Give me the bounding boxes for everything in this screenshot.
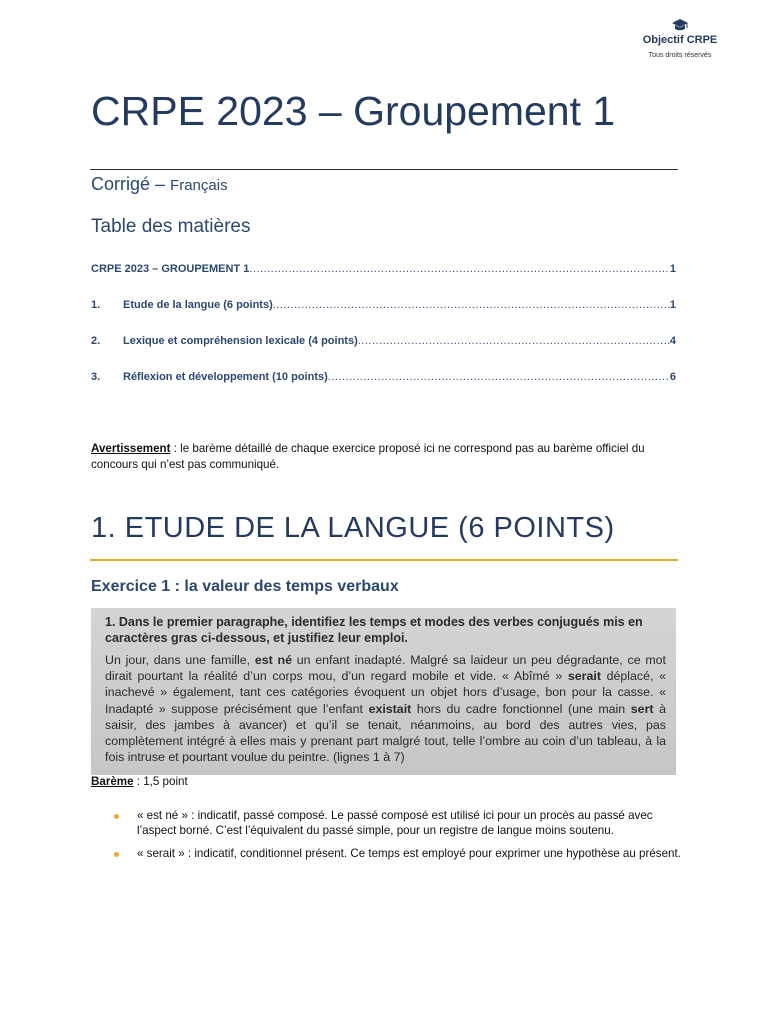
- answer-text: « est né » : indicatif, passé composé. Le passé composé est utilisé ici pour un procès au passé avec l’aspect borné. C’est l’équivalent du passé simple, pour un registre de langue moins soutenu.: [137, 809, 653, 837]
- toc-entry-page: 6: [669, 371, 676, 383]
- list-item: [114, 809, 684, 838]
- scan-question: 1. Dans le premier paragraphe, identifiez les temps et modes des verbes conjugués mis en caractères gras ci-dessous, et justifiez leur emploi.: [105, 615, 643, 645]
- bold-verb: sert: [630, 701, 654, 716]
- scanned-excerpt-image: [91, 608, 676, 775]
- toc-entry-number: 3.: [91, 371, 101, 383]
- passage-text: un enfant inadapté. Malgré sa laideur un peu dégradante, ce mot dirait pourtant la réalité d’un corps mou, d’un regard mobile et vide. « Abîmé »: [105, 653, 667, 684]
- toc-leader: [358, 335, 670, 347]
- toc-entry-number: 2.: [91, 335, 101, 347]
- toc-entry-label: CRPE 2023 – GROUPEMENT 1: [91, 263, 250, 275]
- warning-text: : le barème détaillé de chaque exercice proposé ici ne correspond pas au barème officiel du concours qui n’est pas communiqué.: [91, 442, 645, 471]
- passage-text: Un jour, dans une famille,: [105, 653, 255, 667]
- subtitle-separator: –: [150, 174, 171, 194]
- list-item: [114, 847, 684, 862]
- subtitle-sub: Français: [170, 177, 228, 194]
- bold-verb: serait: [567, 669, 601, 684]
- document-subtitle: [91, 174, 228, 195]
- toc-leader: [249, 263, 670, 275]
- toc-entry-page: 4: [669, 335, 676, 347]
- passage-text: hors du cadre fonctionnel (une main: [411, 701, 631, 716]
- bullet-icon: [114, 852, 119, 857]
- scan-passage: [105, 652, 666, 765]
- bold-verb: est né: [254, 653, 292, 667]
- bold-verb: existait: [368, 701, 412, 716]
- toc-entry[interactable]: [91, 335, 676, 347]
- toc-entry-page: 1: [669, 263, 676, 275]
- brand-block: [632, 18, 728, 59]
- toc-entry[interactable]: [91, 263, 676, 275]
- exercise-heading: Exercice 1 : la valeur des temps verbaux: [91, 578, 399, 595]
- graduation-cap-icon: [671, 18, 689, 32]
- toc-leader: [328, 371, 670, 383]
- brand-subtitle: Tous droits réservés: [648, 52, 712, 59]
- toc-heading: Table des matières: [91, 216, 251, 237]
- toc-leader: [273, 299, 670, 311]
- toc-entry-label: Réflexion et développement (10 points): [123, 371, 328, 383]
- toc-entry-label: Etude de la langue (6 points): [123, 299, 273, 311]
- section-divider: [90, 559, 678, 561]
- page-title: CRPE 2023 – Groupement 1: [91, 88, 616, 134]
- warning-paragraph: [91, 441, 681, 473]
- subtitle-main: Corrigé: [91, 174, 151, 194]
- section-heading: 1. ETUDE DE LA LANGUE (6 POINTS): [91, 512, 615, 544]
- toc-entry[interactable]: [91, 371, 676, 383]
- toc-entry-page: 1: [669, 299, 676, 311]
- bareme-value: : 1,5 point: [133, 775, 188, 788]
- toc-entry[interactable]: [91, 299, 676, 311]
- toc-entry-label: Lexique et compréhension lexicale (4 points): [123, 335, 358, 347]
- passage-text: déplacé, « inachevé » également, tant ces catégories évoquent un objet hors d’usage, bon pour la casse. « Inadapté » suppose précisément que l’enfant: [105, 669, 666, 716]
- warning-label: Avertissement: [91, 442, 171, 455]
- brand-name: Objectif CRPE: [642, 34, 718, 46]
- answer-text: « serait » : indicatif, conditionnel présent. Ce temps est employé pour exprimer une hypothèse au présent.: [137, 847, 681, 860]
- title-divider: [90, 169, 678, 170]
- bullet-icon: [114, 814, 119, 819]
- passage-text: à saisir, des jambes à avancer) et qu’il se tenait, néanmoins, au bord des autres vies, pas complètement intégré à elles mais y prenant part malgré tout, telle l’ombre au coin d’un tableau, à la fois intruse et pourtant voulue du peintre. (lignes 1 à 7): [105, 701, 666, 765]
- toc-entry-number: 1.: [91, 299, 101, 311]
- bareme-line: [91, 775, 188, 788]
- answer-list: [114, 809, 684, 871]
- bareme-label: Barème: [91, 775, 134, 788]
